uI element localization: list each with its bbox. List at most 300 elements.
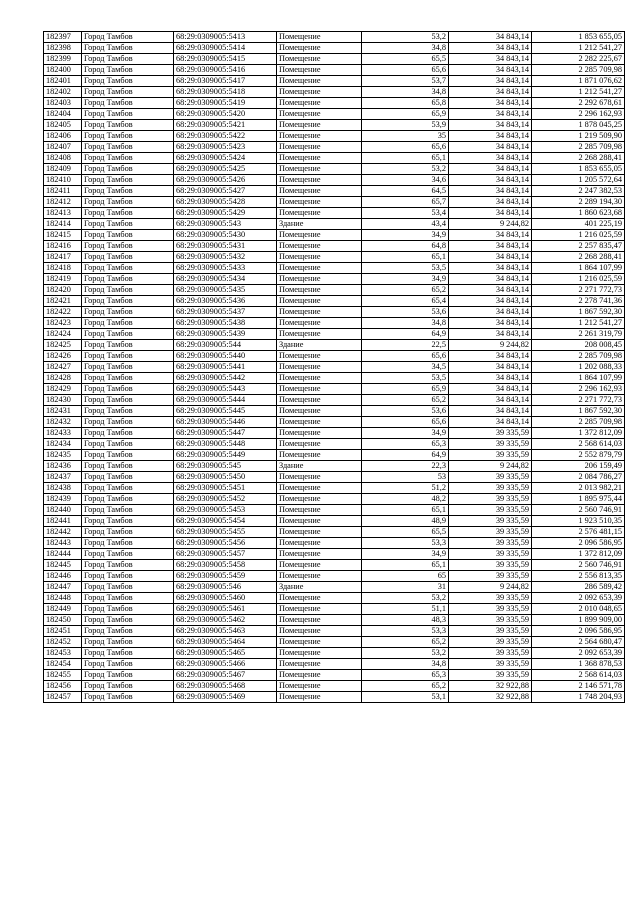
- municipality-cell: Город Тамбов: [82, 362, 174, 373]
- specific-value-cell: 34 843,14: [449, 65, 532, 76]
- table-row: [44, 494, 625, 505]
- object-type-cell: Помещение: [277, 593, 362, 604]
- municipality-cell: Город Тамбов: [82, 527, 174, 538]
- municipality-cell: Город Тамбов: [82, 450, 174, 461]
- area-cell: 65,2: [362, 637, 449, 648]
- object-type-cell: Помещение: [277, 681, 362, 692]
- table-row: [44, 659, 625, 670]
- row-number-cell: 182400: [44, 65, 82, 76]
- row-number-cell: 182405: [44, 120, 82, 131]
- specific-value-cell: 34 843,14: [449, 76, 532, 87]
- area-cell: 65,6: [362, 351, 449, 362]
- cadastral-value-cell: 1 895 975,44: [532, 494, 625, 505]
- cadastral-value-cell: 1 212 541,27: [532, 318, 625, 329]
- area-cell: 65,1: [362, 153, 449, 164]
- table-row: [44, 76, 625, 87]
- cadastral-number-cell: 68:29:0309005:5463: [174, 626, 277, 637]
- object-type-cell: Помещение: [277, 307, 362, 318]
- municipality-cell: Город Тамбов: [82, 384, 174, 395]
- table-row: [44, 571, 625, 582]
- municipality-cell: Город Тамбов: [82, 98, 174, 109]
- area-cell: 65,1: [362, 505, 449, 516]
- cadastral-number-cell: 68:29:0309005:5459: [174, 571, 277, 582]
- area-cell: 65,3: [362, 670, 449, 681]
- specific-value-cell: 34 843,14: [449, 153, 532, 164]
- table-row: [44, 54, 625, 65]
- cadastral-value-cell: 1 216 025,59: [532, 230, 625, 241]
- specific-value-cell: 9 244,82: [449, 340, 532, 351]
- area-cell: 53,2: [362, 164, 449, 175]
- table-row: [44, 417, 625, 428]
- municipality-cell: Город Тамбов: [82, 417, 174, 428]
- municipality-cell: Город Тамбов: [82, 505, 174, 516]
- municipality-cell: Город Тамбов: [82, 153, 174, 164]
- municipality-cell: Город Тамбов: [82, 395, 174, 406]
- object-type-cell: Помещение: [277, 285, 362, 296]
- area-cell: 53: [362, 472, 449, 483]
- object-type-cell: Помещение: [277, 538, 362, 549]
- specific-value-cell: 34 843,14: [449, 274, 532, 285]
- table-row: [44, 32, 625, 43]
- table-row: [44, 252, 625, 263]
- area-cell: 64,5: [362, 186, 449, 197]
- municipality-cell: Город Тамбов: [82, 373, 174, 384]
- object-type-cell: Помещение: [277, 252, 362, 263]
- municipality-cell: Город Тамбов: [82, 219, 174, 230]
- cadastral-value-cell: 2 096 586,95: [532, 538, 625, 549]
- specific-value-cell: 39 335,59: [449, 670, 532, 681]
- table-row: [44, 626, 625, 637]
- table-row: [44, 65, 625, 76]
- cadastral-value-cell: 2 146 571,78: [532, 681, 625, 692]
- cadastral-value-cell: 2 568 614,03: [532, 439, 625, 450]
- cadastral-number-cell: 68:29:0309005:5429: [174, 208, 277, 219]
- row-number-cell: 182435: [44, 450, 82, 461]
- row-number-cell: 182417: [44, 252, 82, 263]
- cadastral-number-cell: 68:29:0309005:5424: [174, 153, 277, 164]
- row-number-cell: 182414: [44, 219, 82, 230]
- cadastral-value-cell: 1 899 909,00: [532, 615, 625, 626]
- object-type-cell: Здание: [277, 340, 362, 351]
- object-type-cell: Помещение: [277, 98, 362, 109]
- municipality-cell: Город Тамбов: [82, 296, 174, 307]
- object-type-cell: Помещение: [277, 241, 362, 252]
- table-row: [44, 615, 625, 626]
- specific-value-cell: 39 335,59: [449, 615, 532, 626]
- table-row: [44, 109, 625, 120]
- specific-value-cell: 39 335,59: [449, 593, 532, 604]
- area-cell: 34,6: [362, 175, 449, 186]
- specific-value-cell: 32 922,88: [449, 681, 532, 692]
- table-row: [44, 439, 625, 450]
- cadastral-value-cell: 2 285 709,98: [532, 65, 625, 76]
- cadastral-number-cell: 68:29:0309005:5445: [174, 406, 277, 417]
- object-type-cell: Здание: [277, 219, 362, 230]
- cadastral-number-cell: 68:29:0309005:5433: [174, 263, 277, 274]
- table-row: [44, 274, 625, 285]
- municipality-cell: Город Тамбов: [82, 582, 174, 593]
- cadastral-number-cell: 68:29:0309005:5456: [174, 538, 277, 549]
- specific-value-cell: 34 843,14: [449, 109, 532, 120]
- municipality-cell: Город Тамбов: [82, 43, 174, 54]
- area-cell: 22,3: [362, 461, 449, 472]
- area-cell: 65,8: [362, 98, 449, 109]
- cadastral-value-cell: 1 853 655,05: [532, 32, 625, 43]
- specific-value-cell: 34 843,14: [449, 395, 532, 406]
- area-cell: 53,6: [362, 406, 449, 417]
- municipality-cell: Город Тамбов: [82, 76, 174, 87]
- table-row: [44, 637, 625, 648]
- municipality-cell: Город Тамбов: [82, 483, 174, 494]
- municipality-cell: Город Тамбов: [82, 571, 174, 582]
- area-cell: 65,2: [362, 395, 449, 406]
- municipality-cell: Город Тамбов: [82, 186, 174, 197]
- municipality-cell: Город Тамбов: [82, 461, 174, 472]
- specific-value-cell: 34 843,14: [449, 175, 532, 186]
- table-row: [44, 516, 625, 527]
- table-row: [44, 505, 625, 516]
- table-row: [44, 538, 625, 549]
- object-type-cell: Помещение: [277, 43, 362, 54]
- specific-value-cell: 39 335,59: [449, 494, 532, 505]
- table-row: [44, 241, 625, 252]
- row-number-cell: 182410: [44, 175, 82, 186]
- cadastral-value-cell: 2 092 653,39: [532, 593, 625, 604]
- row-number-cell: 182442: [44, 527, 82, 538]
- specific-value-cell: 34 843,14: [449, 120, 532, 131]
- cadastral-number-cell: 68:29:0309005:5428: [174, 197, 277, 208]
- area-cell: 51,2: [362, 483, 449, 494]
- cadastral-number-cell: 68:29:0309005:5416: [174, 65, 277, 76]
- municipality-cell: Город Тамбов: [82, 164, 174, 175]
- municipality-cell: Город Тамбов: [82, 54, 174, 65]
- cadastral-value-cell: 2 096 586,95: [532, 626, 625, 637]
- specific-value-cell: 34 843,14: [449, 230, 532, 241]
- municipality-cell: Город Тамбов: [82, 472, 174, 483]
- table-row: [44, 483, 625, 494]
- cadastral-number-cell: 68:29:0309005:5431: [174, 241, 277, 252]
- area-cell: 31: [362, 582, 449, 593]
- table-row: [44, 43, 625, 54]
- cadastral-value-cell: 1 867 592,30: [532, 406, 625, 417]
- specific-value-cell: 34 843,14: [449, 164, 532, 175]
- area-cell: 53,1: [362, 692, 449, 703]
- object-type-cell: Помещение: [277, 32, 362, 43]
- object-type-cell: Помещение: [277, 472, 362, 483]
- table-row: [44, 208, 625, 219]
- cadastral-number-cell: 68:29:0309005:5461: [174, 604, 277, 615]
- object-type-cell: Помещение: [277, 230, 362, 241]
- specific-value-cell: 39 335,59: [449, 428, 532, 439]
- municipality-cell: Город Тамбов: [82, 516, 174, 527]
- specific-value-cell: 34 843,14: [449, 32, 532, 43]
- row-number-cell: 182423: [44, 318, 82, 329]
- row-number-cell: 182432: [44, 417, 82, 428]
- area-cell: 53,4: [362, 208, 449, 219]
- specific-value-cell: 34 843,14: [449, 318, 532, 329]
- cadastral-value-cell: 2 292 678,61: [532, 98, 625, 109]
- cadastral-value-cell: 2 010 048,65: [532, 604, 625, 615]
- object-type-cell: Помещение: [277, 274, 362, 285]
- cadastral-value-cell: 1 923 510,35: [532, 516, 625, 527]
- municipality-cell: Город Тамбов: [82, 670, 174, 681]
- cadastral-value-cell: 2 268 288,41: [532, 153, 625, 164]
- specific-value-cell: 34 843,14: [449, 373, 532, 384]
- object-type-cell: Помещение: [277, 604, 362, 615]
- specific-value-cell: 39 335,59: [449, 472, 532, 483]
- object-type-cell: Помещение: [277, 450, 362, 461]
- area-cell: 34,5: [362, 362, 449, 373]
- row-number-cell: 182451: [44, 626, 82, 637]
- object-type-cell: Здание: [277, 461, 362, 472]
- specific-value-cell: 9 244,82: [449, 219, 532, 230]
- table-row: [44, 450, 625, 461]
- cadastral-value-cell: 2 564 680,47: [532, 637, 625, 648]
- cadastral-value-cell: 2 282 225,67: [532, 54, 625, 65]
- specific-value-cell: 34 843,14: [449, 98, 532, 109]
- row-number-cell: 182447: [44, 582, 82, 593]
- area-cell: 65,7: [362, 197, 449, 208]
- table-row: [44, 549, 625, 560]
- municipality-cell: Город Тамбов: [82, 252, 174, 263]
- specific-value-cell: 39 335,59: [449, 571, 532, 582]
- cadastral-value-cell: 2 552 879,79: [532, 450, 625, 461]
- row-number-cell: 182412: [44, 197, 82, 208]
- table-row: [44, 307, 625, 318]
- specific-value-cell: 32 922,88: [449, 692, 532, 703]
- specific-value-cell: 34 843,14: [449, 241, 532, 252]
- cadastral-number-cell: 68:29:0309005:5451: [174, 483, 277, 494]
- specific-value-cell: 9 244,82: [449, 461, 532, 472]
- cadastral-number-cell: 68:29:0309005:5442: [174, 373, 277, 384]
- row-number-cell: 182424: [44, 329, 82, 340]
- row-number-cell: 182404: [44, 109, 82, 120]
- object-type-cell: Помещение: [277, 65, 362, 76]
- cadastral-number-cell: 68:29:0309005:5422: [174, 131, 277, 142]
- area-cell: 48,2: [362, 494, 449, 505]
- cadastral-value-cell: 208 008,45: [532, 340, 625, 351]
- cadastral-number-cell: 68:29:0309005:5437: [174, 307, 277, 318]
- area-cell: 53,5: [362, 373, 449, 384]
- area-cell: 65: [362, 571, 449, 582]
- municipality-cell: Город Тамбов: [82, 263, 174, 274]
- cadastral-value-cell: 1 205 572,64: [532, 175, 625, 186]
- row-number-cell: 182434: [44, 439, 82, 450]
- cadastral-value-cell: 2 261 319,79: [532, 329, 625, 340]
- area-cell: 65,1: [362, 560, 449, 571]
- area-cell: 53,9: [362, 120, 449, 131]
- table-row: [44, 472, 625, 483]
- municipality-cell: Город Тамбов: [82, 560, 174, 571]
- municipality-cell: Город Тамбов: [82, 615, 174, 626]
- cadastral-value-cell: 2 247 382,53: [532, 186, 625, 197]
- cadastral-value-cell: 2 268 288,41: [532, 252, 625, 263]
- table-row: [44, 153, 625, 164]
- object-type-cell: Помещение: [277, 263, 362, 274]
- row-number-cell: 182452: [44, 637, 82, 648]
- table-row: [44, 604, 625, 615]
- municipality-cell: Город Тамбов: [82, 549, 174, 560]
- row-number-cell: 182456: [44, 681, 82, 692]
- object-type-cell: Помещение: [277, 153, 362, 164]
- cadastral-number-cell: 68:29:0309005:5430: [174, 230, 277, 241]
- row-number-cell: 182431: [44, 406, 82, 417]
- row-number-cell: 182399: [44, 54, 82, 65]
- cadastral-number-cell: 68:29:0309005:5448: [174, 439, 277, 450]
- cadastral-number-cell: 68:29:0309005:5466: [174, 659, 277, 670]
- municipality-cell: Город Тамбов: [82, 340, 174, 351]
- table-row: [44, 692, 625, 703]
- cadastral-value-cell: 2 013 982,21: [532, 483, 625, 494]
- cadastral-number-cell: 68:29:0309005:5454: [174, 516, 277, 527]
- cadastral-value-cell: 1 216 025,59: [532, 274, 625, 285]
- municipality-cell: Город Тамбов: [82, 307, 174, 318]
- municipality-cell: Город Тамбов: [82, 604, 174, 615]
- cadastral-number-cell: 68:29:0309005:5452: [174, 494, 277, 505]
- table-row: [44, 406, 625, 417]
- municipality-cell: Город Тамбов: [82, 329, 174, 340]
- cadastral-number-cell: 68:29:0309005:5458: [174, 560, 277, 571]
- specific-value-cell: 39 335,59: [449, 560, 532, 571]
- object-type-cell: Помещение: [277, 692, 362, 703]
- specific-value-cell: 34 843,14: [449, 142, 532, 153]
- specific-value-cell: 39 335,59: [449, 439, 532, 450]
- specific-value-cell: 39 335,59: [449, 604, 532, 615]
- cadastral-value-cell: 2 296 162,93: [532, 384, 625, 395]
- area-cell: 51,1: [362, 604, 449, 615]
- object-type-cell: Помещение: [277, 648, 362, 659]
- object-type-cell: Помещение: [277, 120, 362, 131]
- object-type-cell: Помещение: [277, 615, 362, 626]
- specific-value-cell: 34 843,14: [449, 263, 532, 274]
- area-cell: 65,5: [362, 54, 449, 65]
- object-type-cell: Помещение: [277, 175, 362, 186]
- table-row: [44, 175, 625, 186]
- cadastral-number-cell: 68:29:0309005:545: [174, 461, 277, 472]
- object-type-cell: Помещение: [277, 76, 362, 87]
- municipality-cell: Город Тамбов: [82, 142, 174, 153]
- cadastral-value-cell: 1 867 592,30: [532, 307, 625, 318]
- cadastral-number-cell: 68:29:0309005:5450: [174, 472, 277, 483]
- specific-value-cell: 34 843,14: [449, 87, 532, 98]
- table-row: [44, 461, 625, 472]
- municipality-cell: Город Тамбов: [82, 648, 174, 659]
- municipality-cell: Город Тамбов: [82, 318, 174, 329]
- row-number-cell: 182421: [44, 296, 82, 307]
- municipality-cell: Город Тамбов: [82, 659, 174, 670]
- cadastral-value-cell: 2 560 746,91: [532, 505, 625, 516]
- table-row: [44, 197, 625, 208]
- object-type-cell: Помещение: [277, 549, 362, 560]
- municipality-cell: Город Тамбов: [82, 637, 174, 648]
- object-type-cell: Помещение: [277, 384, 362, 395]
- cadastral-value-cell: 1 372 812,09: [532, 428, 625, 439]
- table-row: [44, 362, 625, 373]
- municipality-cell: Город Тамбов: [82, 692, 174, 703]
- table-row: [44, 351, 625, 362]
- specific-value-cell: 39 335,59: [449, 538, 532, 549]
- row-number-cell: 182449: [44, 604, 82, 615]
- row-number-cell: 182413: [44, 208, 82, 219]
- area-cell: 53,2: [362, 32, 449, 43]
- cadastral-number-cell: 68:29:0309005:5462: [174, 615, 277, 626]
- cadastral-number-cell: 68:29:0309005:5441: [174, 362, 277, 373]
- municipality-cell: Город Тамбов: [82, 208, 174, 219]
- row-number-cell: 182448: [44, 593, 82, 604]
- area-cell: 53,7: [362, 76, 449, 87]
- table-row: [44, 384, 625, 395]
- cadastral-value-cell: 1 748 204,93: [532, 692, 625, 703]
- specific-value-cell: 39 335,59: [449, 648, 532, 659]
- area-cell: 65,1: [362, 252, 449, 263]
- cadastral-number-cell: 68:29:0309005:544: [174, 340, 277, 351]
- object-type-cell: Помещение: [277, 428, 362, 439]
- cadastral-number-cell: 68:29:0309005:5464: [174, 637, 277, 648]
- cadastral-number-cell: 68:29:0309005:546: [174, 582, 277, 593]
- cadastral-value-cell: 1 219 509,90: [532, 131, 625, 142]
- object-type-cell: Помещение: [277, 87, 362, 98]
- municipality-cell: Город Тамбов: [82, 131, 174, 142]
- table-row: [44, 142, 625, 153]
- cadastral-number-cell: 68:29:0309005:5417: [174, 76, 277, 87]
- specific-value-cell: 34 843,14: [449, 329, 532, 340]
- cadastral-number-cell: 68:29:0309005:5443: [174, 384, 277, 395]
- cadastral-number-cell: 68:29:0309005:5467: [174, 670, 277, 681]
- area-cell: 34,9: [362, 428, 449, 439]
- table-row: [44, 230, 625, 241]
- cadastral-value-cell: 206 159,49: [532, 461, 625, 472]
- cadastral-value-cell: 2 296 162,93: [532, 109, 625, 120]
- row-number-cell: 182419: [44, 274, 82, 285]
- cadastral-number-cell: 68:29:0309005:5435: [174, 285, 277, 296]
- cadastral-number-cell: 68:29:0309005:5468: [174, 681, 277, 692]
- row-number-cell: 182426: [44, 351, 82, 362]
- object-type-cell: Помещение: [277, 505, 362, 516]
- area-cell: 64,9: [362, 329, 449, 340]
- specific-value-cell: 34 843,14: [449, 406, 532, 417]
- table-row: [44, 98, 625, 109]
- object-type-cell: Помещение: [277, 637, 362, 648]
- area-cell: 48,3: [362, 615, 449, 626]
- object-type-cell: Помещение: [277, 560, 362, 571]
- specific-value-cell: 39 335,59: [449, 483, 532, 494]
- cadastral-value-cell: 1 372 812,09: [532, 549, 625, 560]
- area-cell: 65,6: [362, 142, 449, 153]
- specific-value-cell: 39 335,59: [449, 505, 532, 516]
- row-number-cell: 182457: [44, 692, 82, 703]
- specific-value-cell: 39 335,59: [449, 549, 532, 560]
- specific-value-cell: 39 335,59: [449, 637, 532, 648]
- cadastral-number-cell: 68:29:0309005:5418: [174, 87, 277, 98]
- row-number-cell: 182425: [44, 340, 82, 351]
- specific-value-cell: 34 843,14: [449, 54, 532, 65]
- row-number-cell: 182454: [44, 659, 82, 670]
- table-row: [44, 285, 625, 296]
- cadastral-number-cell: 68:29:0309005:5449: [174, 450, 277, 461]
- cadastral-value-cell: 2 576 481,15: [532, 527, 625, 538]
- area-cell: 64,8: [362, 241, 449, 252]
- row-number-cell: 182445: [44, 560, 82, 571]
- row-number-cell: 182437: [44, 472, 82, 483]
- cadastral-number-cell: 68:29:0309005:5469: [174, 692, 277, 703]
- area-cell: 43,4: [362, 219, 449, 230]
- area-cell: 34,8: [362, 318, 449, 329]
- row-number-cell: 182418: [44, 263, 82, 274]
- municipality-cell: Город Тамбов: [82, 593, 174, 604]
- cadastral-number-cell: 68:29:0309005:5421: [174, 120, 277, 131]
- row-number-cell: 182415: [44, 230, 82, 241]
- cadastral-value-table: [43, 31, 624, 703]
